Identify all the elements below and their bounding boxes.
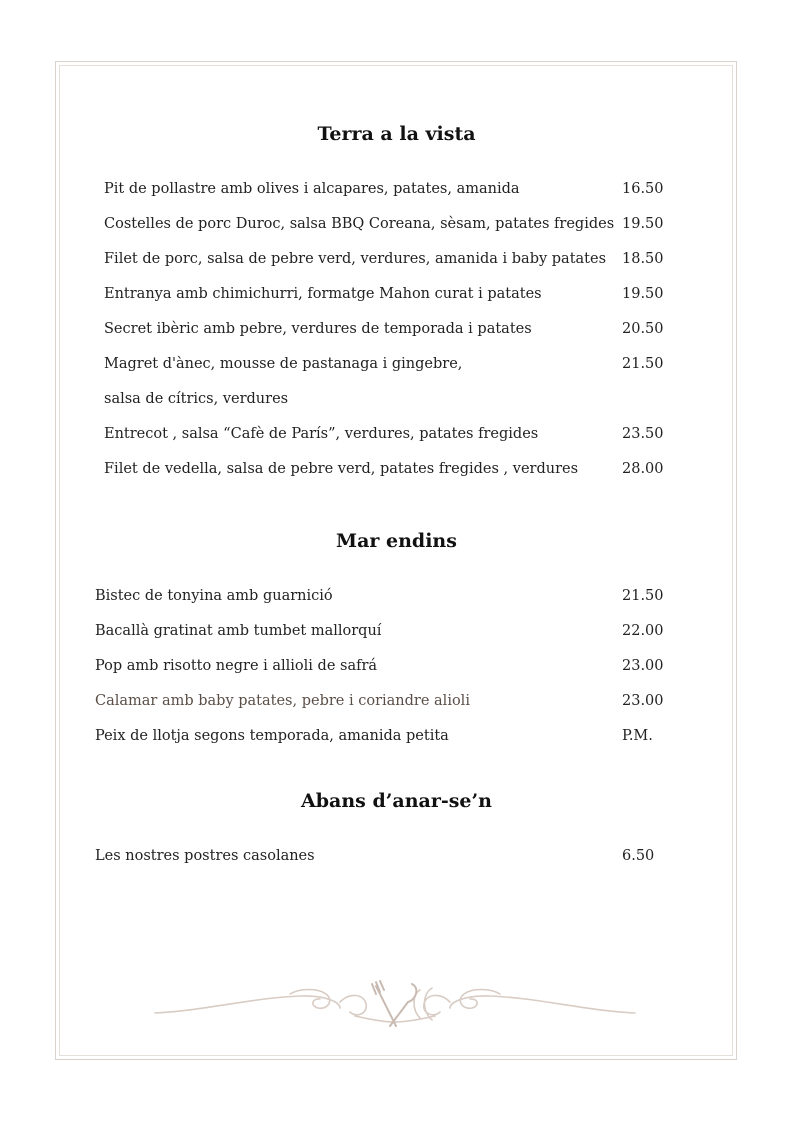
section-title-mar: Mar endins bbox=[336, 530, 457, 552]
menu-item-name: Calamar amb baby patates, pebre i coriandre alioli bbox=[95, 693, 470, 709]
menu-item-name: Peix de llotja segons temporada, amanida petita bbox=[95, 728, 449, 744]
menu-item-name: Bistec de tonyina amb guarnició bbox=[95, 588, 333, 604]
menu-item-price: 6.50 bbox=[622, 848, 655, 864]
menu-item-name: Magret d'ànec, mousse de pastanaga i gingebre, bbox=[104, 356, 463, 372]
section-title-terra: Terra a la vista bbox=[317, 123, 476, 145]
menu-item-name: Entranya amb chimichurri, formatge Mahon curat i patates bbox=[104, 286, 542, 302]
menu-item-price: 21.50 bbox=[622, 356, 664, 372]
cutlery-flourish-icon bbox=[150, 980, 640, 1032]
menu-item-price: 22.00 bbox=[622, 623, 664, 639]
menu-item-name: Filet de vedella, salsa de pebre verd, patates fregides , verdures bbox=[104, 461, 579, 477]
menu-item-price: 23.00 bbox=[622, 658, 664, 674]
menu-item-name: Filet de porc, salsa de pebre verd, verdures, amanida i baby patates bbox=[104, 251, 607, 267]
menu-item-name: Costelles de porc Duroc, salsa BBQ Coreana, sèsam, patates fregides bbox=[104, 216, 615, 232]
menu-item-price: 16.50 bbox=[622, 181, 664, 197]
menu-item-name: Bacallà gratinat amb tumbet mallorquí bbox=[95, 623, 382, 639]
menu-item-price: 23.50 bbox=[622, 426, 664, 442]
menu-item-name: Secret ibèric amb pebre, verdures de temporada i patates bbox=[104, 321, 532, 337]
menu-item-price: 20.50 bbox=[622, 321, 664, 337]
menu-item-price: 19.50 bbox=[622, 216, 664, 232]
menu-item-price: 18.50 bbox=[622, 251, 664, 267]
menu-item-price: 19.50 bbox=[622, 286, 664, 302]
menu-item-price: 28.00 bbox=[622, 461, 664, 477]
menu-item-price: 21.50 bbox=[622, 588, 664, 604]
menu-item-name: Les nostres postres casolanes bbox=[95, 848, 315, 864]
menu-item-price: P.M. bbox=[622, 728, 653, 744]
menu-item-name: Entrecot , salsa “Cafè de París”, verdures, patates fregides bbox=[104, 426, 539, 442]
menu-item-name: Pit de pollastre amb olives i alcapares, patates, amanida bbox=[104, 181, 520, 197]
section-title-abans: Abans d’anar-se’n bbox=[301, 790, 492, 812]
menu-item-name-continuation: salsa de cítrics, verdures bbox=[104, 391, 289, 407]
menu-item-price: 23.00 bbox=[622, 693, 664, 709]
menu-item-name: Pop amb risotto negre i allioli de safrá bbox=[95, 658, 378, 674]
